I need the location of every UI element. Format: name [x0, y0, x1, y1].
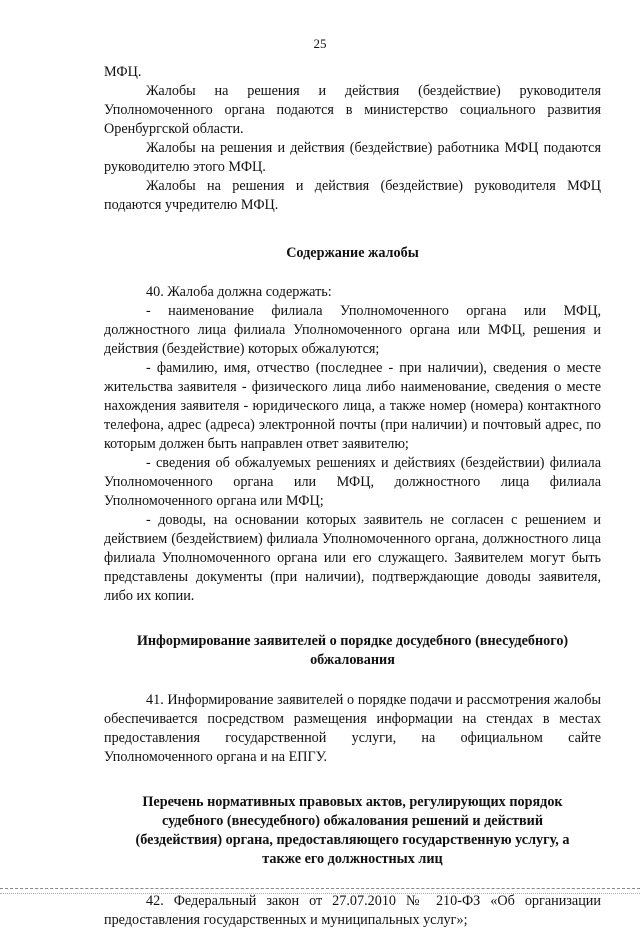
paragraph: МФЦ.	[104, 64, 142, 80]
heading-line: также его должностных лиц	[262, 851, 443, 867]
page-number: 25	[313, 36, 327, 51]
list-item: - фамилию, имя, отчество (последнее - при наличии), сведения о месте жительства заявителя - физического лица либо наименование, сведения о месте нахождения заявителя - юридического лица, а также номер (номера) контактного телефона, адрес (адреса) электронной почты (при наличии) и почтовый адрес, по которым должен быть направлен ответ заявителю;	[104, 360, 601, 452]
paragraph: 40. Жалоба должна содержать:	[146, 284, 332, 300]
heading-line: Перечень нормативных правовых актов, регулирующих порядок	[142, 794, 563, 810]
list-item: - наименование филиала Уполномоченного органа или МФЦ, должностного лица филиала Уполномоченного органа или МФЦ, решения и действия (бездействие) которых обжалуются;	[104, 303, 601, 357]
page-bottom-edge	[0, 888, 640, 889]
section-heading	[104, 632, 601, 670]
paragraph: Жалобы на решения и действия (бездействие) руководителя Уполномоченного органа подаются в министерство социального развития Оренбургской области.	[104, 83, 601, 137]
heading-line: судебного (внесудебного) обжалования решений и действий	[161, 813, 544, 829]
paragraph: 41. Информирование заявителей о порядке подачи и рассмотрения жалобы обеспечивается посредством размещения информации на стендах в местах предоставления государственной услуги, на официальном сайте Уполномоченного органа и на ЕПГУ.	[104, 692, 601, 765]
page-bottom-edge	[0, 893, 640, 894]
section-heading: Содержание жалобы	[286, 245, 419, 261]
document-body	[104, 63, 601, 930]
list-item: - сведения об обжалуемых решениях и действиях (бездействии) филиала Уполномоченного органа или МФЦ, должностного лица филиала Уполномоченного органа или МФЦ;	[104, 455, 601, 509]
paragraph: Жалобы на решения и действия (бездействие) работника МФЦ подаются руководителю этого МФЦ.	[104, 140, 601, 175]
list-item: - доводы, на основании которых заявитель не согласен с решением и действием (бездействием) филиала Уполномоченного органа, должностного лица филиала Уполномоченного органа или его служащего. Заявителем могут быть представлены документы (при наличии), подтверждающие доводы заявителя, либо их копии.	[104, 512, 601, 604]
section-heading	[104, 793, 601, 869]
paragraph: Жалобы на решения и действия (бездействие) руководителя МФЦ подаются учредителю МФЦ.	[104, 178, 601, 213]
heading-line: (бездействия) органа, предоставляющего государственную услугу, а	[135, 832, 570, 848]
heading-line: обжалования	[310, 652, 395, 668]
paragraph: 42. Федеральный закон от 27.07.2010 № 210-ФЗ «Об организации предоставления государственных и муниципальных услуг»;	[104, 893, 601, 928]
heading-line: Информирование заявителей о порядке досудебного (внесудебного)	[136, 633, 569, 649]
